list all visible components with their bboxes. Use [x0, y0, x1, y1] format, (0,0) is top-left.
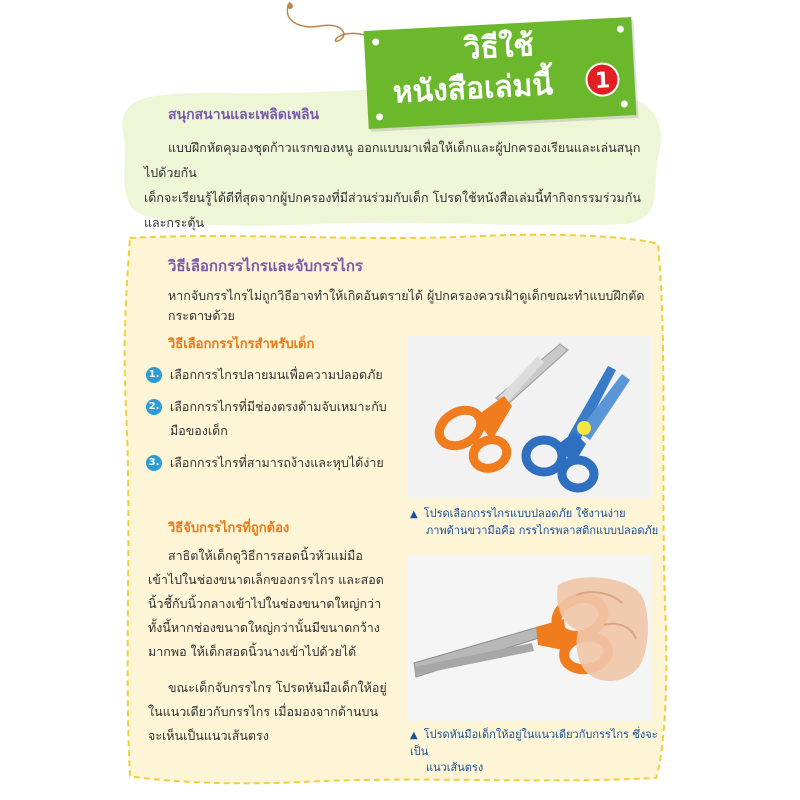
number-badge: 3.: [146, 455, 162, 471]
title-tag: [364, 17, 637, 129]
choose-scissors-heading: วิธีเลือกกรรไกรสำหรับเด็ก: [168, 337, 315, 352]
hold-scissors-text: [148, 544, 392, 760]
number-badge: 1.: [146, 367, 162, 383]
intro-line: เด็กจะเรียนรู้ได้ดีที่สุดจากผู้ปกครองที่มีส่วนร่วมกับเด็ก โปรดใช้หนังสือเล่มนี้ทำกิจกรรมร่วมกัน และกระตุ้น: [144, 190, 641, 230]
page-title-line1: วิธีใช้: [462, 28, 535, 67]
paragraph: สาธิตให้เด็กดูวิธีการสอดนิ้วหัวแม่มือเข้าไปในช่องขนาดเล็กของกรรไกร และสอดนิ้วชี้กับนิ้วกลางเข้าไปในช่องขนาดใหญ่กว่า ทั้งนี้หากช่องขนาดใหญ่กว่านั้นมีขนาดกว้างมากพอ ให้เด็กสอดนิ้วนางเข้าไปด้วยได้: [148, 548, 384, 659]
photo2-caption: [410, 727, 660, 776]
list-item-text: เลือกกรรไกรที่มีช่องตรงด้ามจับเหมาะกับมือของเด็ก: [170, 399, 387, 438]
caption-line: โปรดเลือกกรรไกรแบบปลอดภัย ใช้งานง่าย: [423, 507, 626, 520]
hold-scissors-heading: วิธีจับกรรไกรที่ถูกต้อง: [168, 521, 290, 536]
triangle-bullet-icon: ▲: [410, 509, 418, 520]
list-item: [146, 395, 396, 443]
photo1-caption: [410, 506, 660, 539]
caption-line: โปรดหันมือเด็กให้อยู่ในแนวเดียวกับกรรไกร ซึ่งจะเป็น: [410, 728, 658, 758]
section-description: หากจับกรรไกรไม่ถูกวิธีอาจทำให้เกิดอันตรายได้ ผู้ปกครองควรเฝ้าดูเด็กขณะทำแบบฝึกตัดกระดาษด้วย: [168, 288, 645, 323]
list-item-text: เลือกกรรไกรปลายมนเพื่อความปลอดภัย: [170, 367, 383, 382]
caption-line: แนวเส้นตรง: [426, 761, 484, 774]
tag-hole: [621, 100, 628, 107]
paragraph: ขณะเด็กจับกรรไกร โปรดหันมือเด็กให้อยู่ในแนวเดียวกับกรรไกร เมื่อมองจากด้านบนจะเห็นเป็นแนวเส้นตรง: [148, 680, 387, 743]
number-badge: 2.: [146, 399, 162, 415]
intro-heading: สนุกสนานและเพลิดเพลิน: [168, 107, 320, 123]
list-item: [146, 363, 396, 387]
tag-hole: [376, 113, 383, 120]
triangle-bullet-icon: ▲: [410, 730, 418, 741]
list-item-text: เลือกกรรไกรที่สามารถง้างและหุบได้ง่าย: [170, 455, 384, 470]
choose-scissors-list: [146, 363, 396, 483]
page-title-line2: หนังสือเล่มนี้: [391, 67, 554, 111]
hand-holding-scissors-photo: [408, 555, 651, 721]
list-item: [146, 451, 396, 475]
intro-line: แบบฝึกหัดคุมองชุดก้าวแรกของหนู ออกแบบมาเพื่อให้เด็กและผู้ปกครองเรียนและเล่นสนุกไปด้วยกัน: [144, 140, 641, 180]
section-title: วิธีเลือกกรรไกรและจับกรรไกร: [168, 257, 363, 275]
caption-line: ภาพด้านขวามือคือ กรรไกรพลาสติกแบบปลอดภัย: [426, 524, 659, 537]
title-number-badge: 1: [585, 62, 621, 98]
scissors-photo: [408, 336, 651, 498]
